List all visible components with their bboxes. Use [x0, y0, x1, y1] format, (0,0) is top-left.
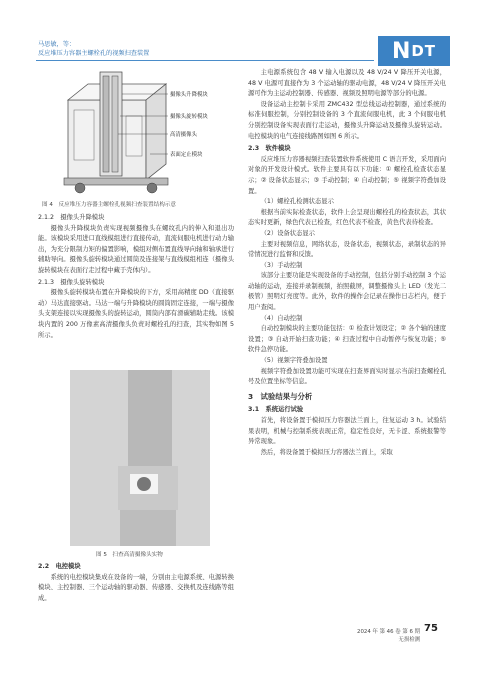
journal-logo	[378, 36, 450, 66]
section-2-3-paragraph: 反应堆压力容器视频扫查装置软件系统使用 C 语言开发，采用面向对象的开发设计模式。软件主要具有以下功能：① 螺栓孔检查状态显示；② 设备状态显示；③ 手动控制；④ 自动控制；⑤ 视频字符叠加设置。	[248, 155, 446, 195]
section-3-1-title: 3.1 系统运行试验	[248, 406, 304, 414]
fig4-label-walk: 表面定止模块	[170, 152, 203, 158]
right-column	[248, 68, 446, 458]
header-rule	[36, 60, 374, 61]
section-3-title: 3 试验结果与分析	[248, 391, 313, 401]
footer-journal: 无损检测	[398, 637, 420, 643]
footer-info	[300, 628, 420, 644]
header-authors: 马思敏，等：	[38, 41, 76, 48]
logo-dt: DT	[411, 42, 437, 60]
figure5-photo	[70, 370, 210, 546]
subsection-5-title: （5）视频字符叠加设置	[260, 357, 328, 365]
subsection-2-paragraph: 主要对视频信息，网络状态，设备状态，视频状态，录制状态的异常情况进行监督和反馈。	[248, 240, 446, 259]
section-2-3-title: 2.3 软件模块	[248, 145, 291, 153]
section-2-2-paragraph: 系统的电控模块集成在设备的一端，分别由主电源系统、电源转换模块、主控制器、三个运动轴的驱动器、传感器、交换机及连线路等组成。	[38, 573, 234, 602]
logo-n: N	[391, 38, 412, 64]
section-2-1-2-paragraph: 摄像头升降模块负责实现视频摄像头在螺纹孔内的伸入和退出功能。该模块采用进口直线模组进行直接传动，直流伺服电机进行动力输出，为充分限制力矩的偏置影响，模组对侧布置直线导向轴和轴承进行辅助导向。摄像头旋转模块通过圆筒及连接架与直线模组相连（摄像头旋转模块在表面行走过程中藏于壳体内）。	[38, 224, 234, 274]
subsection-4-paragraph: 自动控制模块的主要功能包括：① 检查计划设定；② 各个轴的速度设置；③ 自动开始扫查功能；④ 扫查过程中自动暂停与恢复功能；⑤ 软件急停功能。	[248, 325, 446, 354]
section-3-1-paragraph-2: 然后，将设备置于模拟压力容器法兰面上，采取	[260, 448, 393, 456]
subsection-2-title: （2）设备状态显示	[260, 229, 315, 237]
running-header	[38, 40, 149, 58]
power-paragraph: 主电源系统包含 48 V 输入电源以及 48 V/24 V 降压开关电源，48 V 电源可直接作为 3 个运动轴的驱动电源，48 V/24 V 降压开关电源可作为主运动控制器、传感器、视频及照明电源等部分的电源。	[248, 69, 446, 98]
left-column-lower	[38, 560, 234, 604]
left-column-upper	[38, 212, 234, 341]
subsection-1-paragraph: 根据当前实际检查状态，软件上会呈现出螺栓孔的检查状态，其状态实时更新，绿色代表已检查，红色代表不检查，黄色代表待检查。	[248, 208, 446, 227]
section-2-1-2-title: 2.1.2 摄像头升降模块	[38, 214, 105, 221]
controller-paragraph: 设备运动主控制卡采用 ZMC432 型总线运动控制器，通过系统的标准伺服控制，分别控制设备的 3 个直流伺服电机，此 3 个伺服电机分别控制设备实现表面行走运动，摄像头升降运动及摄像头旋转运动。电控模块的电气连接线路图如图 6 所示。	[248, 100, 446, 140]
subsection-3-title: （3）手动控制	[260, 261, 303, 269]
figure5-caption: 图 5 扫查高清摄像头实物	[96, 552, 163, 558]
subsection-1-title: （1）螺栓孔检测状态显示	[260, 198, 334, 206]
footer-issue: 2024 年 第 46 卷 第 6 期	[357, 629, 420, 635]
section-2-2-title: 2.2 电控模块	[38, 563, 81, 570]
fig4-label-lift: 摄像头升降模块	[170, 92, 208, 98]
section-2-1-3-paragraph: 摄像头旋转模块布置在升降模块的下方，采用高精度 DD（直接驱动）马达直接驱动。马达一端与升降模块的圆筒固定连接，一端与摄像头支架连接以实现摄像头的旋转运动，圆筒内部有滑碳辅助走线。该模块内置的 200 万像素高清摄像头负责对螺栓孔的扫查，其实物如图 5 所示。	[38, 289, 234, 339]
section-3-1-paragraph-1: 首先，将设备置于模拟压力容器法兰面上，往复运动 3 h。试验结果表明，机械与控制系统表现正常，稳定性良好，无卡涩、系统报警等异常现象。	[248, 417, 446, 446]
page-number: 75	[424, 623, 438, 634]
subsection-5-paragraph: 视频字符叠加设置功能可实现在扫查界面实时显示当前扫查螺栓孔号及位置坐标等信息。	[248, 367, 446, 386]
fig4-label-rotate: 摄像头旋转模块	[170, 114, 208, 120]
header-title: 反应堆压力容器主螺栓孔的视频扫查装置	[38, 50, 150, 57]
section-2-1-3-title: 2.1.3 摄像头旋转模块	[38, 278, 105, 286]
figure4-drawing	[40, 70, 230, 197]
figure4-caption: 图 4 反应堆压力容器主螺栓孔视频扫查装置结构示意	[42, 202, 176, 208]
fig4-label-camera: 高清摄像头	[170, 132, 197, 138]
subsection-3-paragraph: 该部分主要功能是实现设备的手动控制，包括分别手动控制 3 个运动轴的运动，连接并录制视频，拍照截屏，调整摄像头上 LED（发光二极管）照明灯亮度等。此外，软件的操作会记录在操作日志栏内，便于用户查阅。	[248, 272, 446, 312]
subsection-4-title: （4）自动控制	[260, 314, 303, 322]
